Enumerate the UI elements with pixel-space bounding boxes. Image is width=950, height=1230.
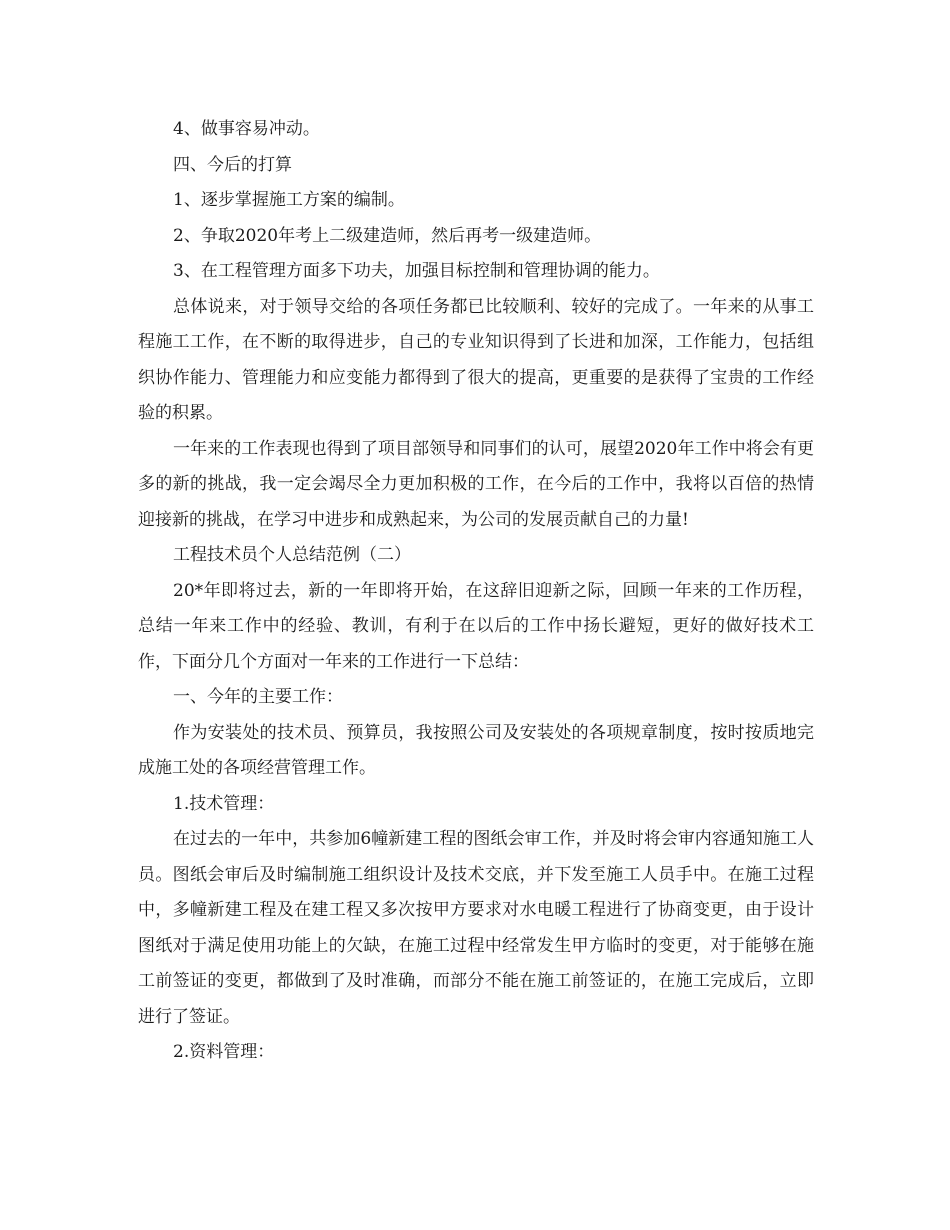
subsection-heading: 1.技术管理： [173, 793, 275, 814]
paragraph: 作为安装处的技术员、预算员，我按照公司及安装处的各项规章制度，按时按质地完成施工处的各项经营管理工作。 [138, 722, 814, 778]
document-title: 工程技术员个人总结范例（二） [173, 545, 411, 565]
list-item: 1、逐步掌握施工方案的编制。 [173, 190, 405, 210]
paragraph: 在过去的一年中，共参加6幢新建工程的图纸会审工作，并及时将会审内容通知施工人员。图纸会审后及时编制施工组织设计及技术交底，并下发至施工人员手中。在施工过程中，多幢新建工程及在建工程又多次按甲方要求对水电暖工程进行了协商变更，由于设计图纸对于满足使用功能上的欠缺，在施工过程中经常发生甲方临时的变更，对于能够在施工前签证的变更，都做到了及时准确，而部分不能在施工前签证的，在施工完成后，立即进行了签证。 [138, 829, 814, 1027]
section-heading: 一、今年的主要工作： [173, 687, 343, 707]
list-item: 3、在工程管理方面多下功夫，加强目标控制和管理协调的能力。 [173, 261, 660, 281]
paragraph: 一年来的工作表现也得到了项目部领导和同事们的认可，展望2020年工作中将会有更多的新的挑战，我一定会竭尽全力更加积极的工作，在今后的工作中，我将以百倍的热情迎接新的挑战，在学习中进步和成熟起来，为公司的发展贡献自己的力量! [138, 438, 814, 530]
section-heading: 四、今后的打算 [173, 154, 292, 175]
subsection-heading: 2.资料管理： [173, 1042, 275, 1062]
paragraph: 总体说来，对于领导交给的各项任务都已比较顺利、较好的完成了。一年来的从事工程施工工作，在不断的取得进步，自己的专业知识得到了长进和加深，工作能力，包括组织协作能力、管理能力和应变能力都得到了很大的提高，更重要的是获得了宝贵的工作经验的积累。 [138, 296, 814, 423]
list-item: 4、做事容易冲动。 [173, 119, 320, 139]
paragraph: 20*年即将过去，新的一年即将开始，在这辞旧迎新之际，回顾一年来的工作历程，总结一年来工作中的经验、教训，有利于在以后的工作中扬长避短，更好的做好技术工作，下面分几个方面对一年来的工作进行一下总结： [138, 580, 814, 672]
document-body [138, 112, 814, 1071]
list-item: 2、争取2020年考上二级建造师，然后再考一级建造师。 [173, 225, 602, 246]
